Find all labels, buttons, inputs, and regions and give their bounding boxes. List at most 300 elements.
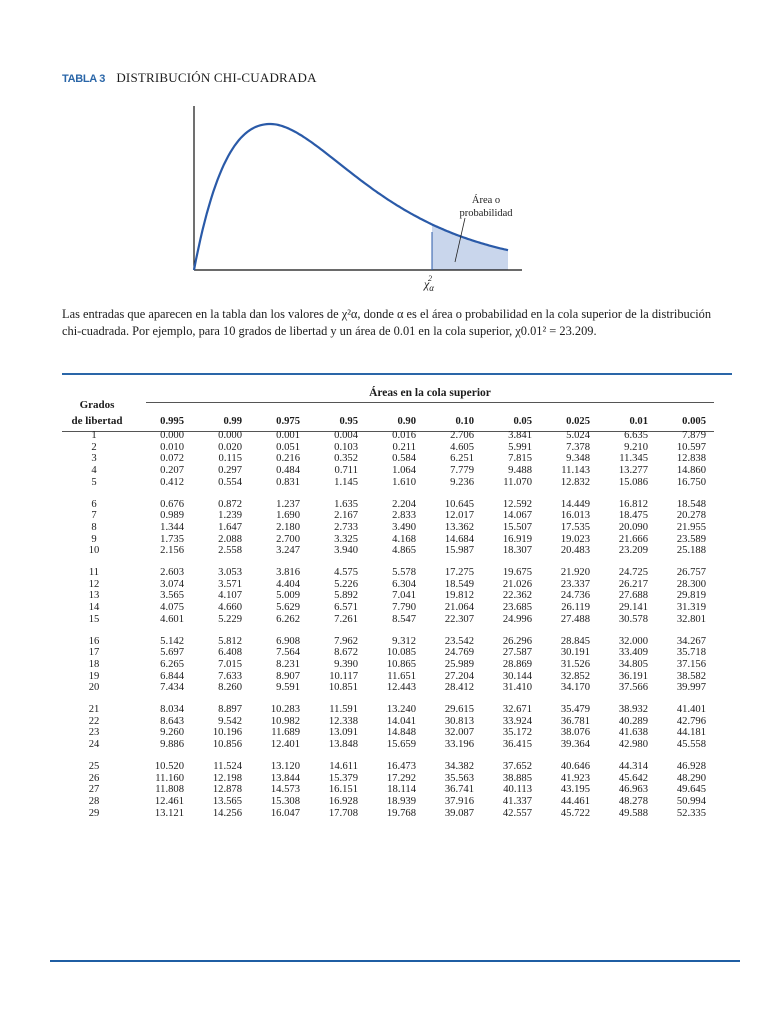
value-cell: 9.312 (392, 635, 416, 647)
value-cell: 11.808 (155, 784, 184, 796)
value-cell: 34.382 (444, 760, 474, 772)
value-cell: 2.088 (218, 533, 242, 545)
table-row (62, 567, 706, 579)
value-cell: 16.473 (386, 760, 416, 772)
value-cell: 6.571 (334, 602, 358, 614)
value-cell: 24.769 (444, 647, 474, 659)
value-cell: 36.781 (560, 715, 590, 727)
value-cell: 9.348 (566, 453, 590, 465)
value-cell: 15.987 (444, 545, 474, 557)
value-cell: 7.962 (334, 635, 358, 647)
value-cell: 38.076 (560, 727, 590, 739)
value-cell: 18.114 (387, 784, 416, 796)
value-cell: 18.475 (618, 510, 648, 522)
value-cell: 40.289 (618, 715, 648, 727)
value-cell: 0.103 (334, 441, 358, 453)
value-cell: 21.064 (444, 602, 474, 614)
value-cell: 0.484 (276, 465, 300, 477)
group-spacer (62, 751, 706, 761)
value-cell: 0.010 (160, 441, 184, 453)
value-cell: 5.142 (160, 635, 184, 647)
group-spacer (62, 489, 706, 499)
value-cell: 9.236 (450, 476, 474, 488)
value-cell: 12.838 (676, 453, 706, 465)
group-spacer (62, 626, 706, 636)
value-cell: 2.156 (160, 545, 184, 557)
value-cell: 30.144 (502, 670, 532, 682)
value-cell: 19.812 (444, 590, 474, 602)
table-row (62, 602, 706, 614)
value-cell: 48.290 (676, 772, 706, 784)
value-cell: 16.928 (328, 795, 358, 807)
value-cell: 15.659 (386, 739, 416, 751)
table-row (62, 796, 706, 808)
value-cell: 37.566 (618, 682, 648, 694)
value-cell: 41.401 (676, 704, 706, 716)
value-cell: 26.296 (502, 635, 532, 647)
value-cell: 45.642 (618, 772, 648, 784)
value-cell: 0.872 (218, 498, 242, 510)
df-cell: 12 (88, 578, 100, 590)
value-cell: 42.796 (676, 715, 706, 727)
value-cell: 16.151 (328, 784, 358, 796)
spacer-cell (62, 557, 706, 567)
column-header: 0.95 (339, 415, 358, 427)
value-cell: 32.852 (560, 670, 590, 682)
value-cell: 11.651 (387, 670, 416, 682)
table-row (62, 453, 706, 465)
value-cell: 14.573 (270, 784, 300, 796)
value-cell: 45.558 (676, 739, 706, 751)
value-cell: 11.524 (213, 760, 242, 772)
value-cell: 16.750 (676, 476, 706, 488)
value-cell: 7.779 (450, 465, 474, 477)
value-cell: 12.592 (502, 498, 532, 510)
value-cell: 4.575 (334, 567, 358, 579)
value-cell: 0.711 (334, 465, 358, 477)
value-cell: 30.191 (560, 647, 590, 659)
value-cell: 5.812 (218, 635, 242, 647)
value-cell: 33.409 (618, 647, 648, 659)
value-cell: 27.688 (618, 590, 648, 602)
df-cell: 16 (88, 635, 100, 647)
table-row (62, 510, 706, 522)
value-cell: 23.685 (502, 602, 532, 614)
table-body (62, 430, 706, 819)
value-cell: 29.819 (676, 590, 706, 602)
value-cell: 9.542 (218, 715, 242, 727)
group-spacer (62, 694, 706, 704)
group-spacer (62, 557, 706, 567)
annotation-line2: probabilidad (459, 208, 513, 219)
value-cell: 18.548 (676, 498, 706, 510)
table-row (62, 499, 706, 511)
value-cell: 14.684 (444, 533, 474, 545)
value-cell: 41.638 (618, 727, 648, 739)
value-cell: 5.629 (276, 602, 300, 614)
value-cell: 34.170 (560, 682, 590, 694)
value-cell: 5.991 (508, 441, 532, 453)
df-header-line1: Grados (79, 399, 115, 411)
value-cell: 8.897 (218, 704, 242, 716)
value-cell: 5.697 (160, 647, 184, 659)
df-cell: 13 (88, 590, 100, 602)
value-cell: 1.145 (334, 476, 358, 488)
value-cell: 6.251 (450, 453, 474, 465)
value-cell: 24.736 (560, 590, 590, 602)
value-cell: 13.565 (212, 795, 242, 807)
spacer-cell (62, 626, 706, 636)
value-cell: 11.689 (271, 727, 300, 739)
value-cell: 14.041 (386, 715, 416, 727)
value-cell: 45.722 (560, 807, 590, 819)
value-cell: 4.601 (160, 613, 184, 625)
value-cell: 27.587 (502, 647, 532, 659)
value-cell: 1.735 (160, 533, 184, 545)
areas-header: Áreas en la cola superior (369, 387, 491, 399)
table-row (62, 522, 706, 534)
value-cell: 1.610 (392, 476, 416, 488)
df-cell: 11 (88, 567, 100, 579)
value-cell: 2.204 (392, 498, 416, 510)
value-cell: 49.588 (618, 807, 648, 819)
value-cell: 21.026 (502, 578, 532, 590)
value-cell: 0.115 (218, 453, 242, 465)
value-cell: 29.141 (618, 602, 648, 614)
value-cell: 8.231 (276, 658, 300, 670)
alpha-subscript: α (429, 283, 435, 293)
table-row (62, 727, 706, 739)
value-cell: 32.000 (618, 635, 648, 647)
column-header: 0.10 (455, 415, 474, 427)
value-cell: 8.260 (218, 682, 242, 694)
value-cell: 4.660 (218, 602, 242, 614)
value-cell: 36.741 (444, 784, 474, 796)
value-cell: 5.892 (334, 590, 358, 602)
df-cell: 10 (88, 545, 100, 557)
table-name: DISTRIBUCIÓN CHI-CUADRADA (116, 70, 317, 85)
value-cell: 7.041 (392, 590, 416, 602)
value-cell: 4.075 (160, 602, 184, 614)
value-cell: 4.605 (450, 441, 474, 453)
value-cell: 9.591 (276, 682, 300, 694)
value-cell: 12.338 (328, 715, 358, 727)
df-cell: 29 (88, 807, 100, 819)
value-cell: 37.652 (502, 760, 532, 772)
df-cell: 22 (88, 715, 100, 727)
column-header: 0.01 (629, 415, 648, 427)
value-cell: 6.304 (392, 578, 416, 590)
value-cell: 40.113 (503, 784, 532, 796)
value-cell: 50.994 (676, 795, 706, 807)
value-cell: 2.167 (334, 510, 358, 522)
bottom-rule (50, 960, 740, 962)
value-cell: 14.256 (212, 807, 242, 819)
value-cell: 30.578 (618, 613, 648, 625)
value-cell: 21.955 (676, 521, 706, 533)
value-cell: 15.379 (328, 772, 358, 784)
value-cell: 7.015 (218, 658, 242, 670)
df-cell: 21 (88, 704, 100, 716)
value-cell: 32.671 (502, 704, 532, 716)
spacer-cell (62, 489, 706, 499)
value-cell: 6.844 (160, 670, 184, 682)
df-cell: 2 (91, 441, 97, 453)
table-row (62, 465, 706, 477)
value-cell: 46.963 (618, 784, 648, 796)
table-description: Las entradas que aparecen en la tabla dan los valores de χ²α, donde α es el área o probabilidad en la cola superior de la distribución chi-cuadrada. Por ejemplo, para 10 grados de libertad y un área de 0.01 en la cola superior, χ0.01² = 23.209. (62, 307, 712, 338)
value-cell: 37.916 (444, 795, 474, 807)
value-cell: 4.107 (218, 590, 242, 602)
value-cell: 3.571 (218, 578, 242, 590)
value-cell: 1.344 (160, 521, 184, 533)
df-cell: 27 (88, 784, 100, 796)
value-cell: 3.565 (160, 590, 184, 602)
value-cell: 18.549 (444, 578, 474, 590)
value-cell: 44.181 (676, 727, 706, 739)
df-cell: 6 (91, 498, 97, 510)
table-row (62, 716, 706, 728)
value-cell: 28.300 (676, 578, 706, 590)
value-cell: 10.597 (676, 441, 706, 453)
value-cell: 6.908 (276, 635, 300, 647)
table-row (62, 430, 706, 442)
value-cell: 13.091 (328, 727, 358, 739)
df-header-line2: de libertad (71, 415, 123, 427)
value-cell: 0.676 (160, 498, 184, 510)
value-cell: 40.646 (560, 760, 590, 772)
value-cell: 7.633 (218, 670, 242, 682)
df-cell: 3 (91, 453, 97, 465)
value-cell: 1.647 (218, 521, 242, 533)
value-cell: 3.074 (160, 578, 184, 590)
value-cell: 6.265 (160, 658, 184, 670)
df-cell: 8 (91, 521, 97, 533)
value-cell: 26.119 (561, 602, 590, 614)
value-cell: 2.603 (160, 567, 184, 579)
df-cell: 14 (88, 602, 100, 614)
value-cell: 3.490 (392, 521, 416, 533)
value-cell: 16.047 (270, 807, 300, 819)
value-cell: 39.087 (444, 807, 474, 819)
value-cell: 2.700 (276, 533, 300, 545)
value-cell: 8.034 (160, 704, 184, 716)
value-cell: 12.878 (212, 784, 242, 796)
value-cell: 17.535 (560, 521, 590, 533)
value-cell: 11.070 (503, 476, 532, 488)
df-cell: 26 (88, 772, 100, 784)
value-cell: 33.196 (444, 739, 474, 751)
value-cell: 22.307 (444, 613, 474, 625)
value-cell: 0.412 (160, 476, 184, 488)
value-cell: 35.718 (676, 647, 706, 659)
value-cell: 17.292 (386, 772, 416, 784)
value-cell: 31.526 (560, 658, 590, 670)
value-cell: 44.461 (560, 795, 590, 807)
value-cell: 20.483 (560, 545, 590, 557)
column-header: 0.99 (223, 415, 242, 427)
value-cell: 28.412 (444, 682, 474, 694)
value-cell: 1.239 (218, 510, 242, 522)
value-cell: 25.188 (676, 545, 706, 557)
value-cell: 20.278 (676, 510, 706, 522)
value-cell: 0.000 (218, 430, 242, 441)
value-cell: 32.801 (676, 613, 706, 625)
value-cell: 41.923 (560, 772, 590, 784)
value-cell: 3.816 (276, 567, 300, 579)
value-cell: 41.337 (502, 795, 532, 807)
table-row (62, 590, 706, 602)
value-cell: 6.408 (218, 647, 242, 659)
value-cell: 13.844 (270, 772, 300, 784)
value-cell: 25.989 (444, 658, 474, 670)
value-cell: 24.725 (618, 567, 648, 579)
value-cell: 12.401 (270, 739, 300, 751)
value-cell: 23.542 (444, 635, 474, 647)
value-cell: 28.869 (502, 658, 532, 670)
value-cell: 35.563 (444, 772, 474, 784)
table-row (62, 442, 706, 454)
value-cell: 6.262 (276, 613, 300, 625)
value-cell: 4.404 (276, 578, 300, 590)
value-cell: 3.247 (276, 545, 300, 557)
value-cell: 10.085 (386, 647, 416, 659)
value-cell: 0.216 (276, 453, 300, 465)
value-cell: 3.841 (508, 430, 532, 441)
value-cell: 38.885 (502, 772, 532, 784)
value-cell: 13.120 (270, 760, 300, 772)
value-cell: 0.072 (160, 453, 184, 465)
value-cell: 7.261 (334, 613, 358, 625)
chi-square-figure (0, 0, 768, 300)
value-cell: 13.277 (618, 465, 648, 477)
value-cell: 2.733 (334, 521, 358, 533)
value-cell: 0.001 (276, 430, 300, 441)
value-cell: 1.237 (276, 498, 300, 510)
value-cell: 8.672 (334, 647, 358, 659)
table-row (62, 784, 706, 796)
value-cell: 0.831 (276, 476, 300, 488)
df-cell: 1 (91, 430, 97, 441)
table-row (62, 739, 706, 751)
value-cell: 24.996 (502, 613, 532, 625)
value-cell: 9.886 (160, 739, 184, 751)
value-cell: 12.198 (212, 772, 242, 784)
annotation-line1: Área o (471, 195, 501, 206)
value-cell: 29.615 (444, 704, 474, 716)
value-cell: 7.815 (508, 453, 532, 465)
value-cell: 3.325 (334, 533, 358, 545)
value-cell: 36.415 (502, 739, 532, 751)
value-cell: 27.488 (560, 613, 590, 625)
df-cell: 9 (91, 533, 97, 545)
value-cell: 10.865 (386, 658, 416, 670)
value-cell: 0.020 (218, 441, 242, 453)
value-cell: 36.191 (618, 670, 648, 682)
df-cell: 5 (91, 476, 97, 488)
value-cell: 5.009 (276, 590, 300, 602)
value-cell: 8.547 (392, 613, 416, 625)
value-cell: 10.856 (212, 739, 242, 751)
value-cell: 44.314 (618, 760, 648, 772)
value-cell: 0.352 (334, 453, 358, 465)
value-cell: 21.920 (560, 567, 590, 579)
value-cell: 2.558 (218, 545, 242, 557)
value-cell: 19.768 (386, 807, 416, 819)
value-cell: 16.013 (560, 510, 590, 522)
value-cell: 2.706 (450, 430, 474, 441)
square-superscript: 2 (428, 274, 433, 283)
df-cell: 18 (88, 658, 100, 670)
value-cell: 12.461 (154, 795, 184, 807)
column-header: 0.995 (160, 415, 184, 427)
value-cell: 7.434 (160, 682, 184, 694)
value-cell: 0.584 (392, 453, 416, 465)
column-header: 0.90 (397, 415, 416, 427)
value-cell: 2.833 (392, 510, 416, 522)
value-cell: 10.645 (444, 498, 474, 510)
value-cell: 4.865 (392, 545, 416, 557)
value-cell: 38.932 (618, 704, 648, 716)
value-cell: 28.845 (560, 635, 590, 647)
df-cell: 7 (91, 510, 97, 522)
value-cell: 18.939 (386, 795, 416, 807)
value-cell: 3.940 (334, 545, 358, 557)
value-cell: 5.578 (392, 567, 416, 579)
value-cell: 11.160 (155, 772, 184, 784)
value-cell: 4.168 (392, 533, 416, 545)
table-row (62, 647, 706, 659)
value-cell: 35.479 (560, 704, 590, 716)
value-cell: 10.851 (328, 682, 358, 694)
value-cell: 33.924 (502, 715, 532, 727)
chi-symbol: χ (424, 277, 430, 291)
value-cell: 37.156 (676, 658, 706, 670)
value-cell: 0.554 (218, 476, 242, 488)
column-header: 0.005 (682, 415, 706, 427)
value-cell: 12.443 (386, 682, 416, 694)
value-cell: 22.362 (502, 590, 532, 602)
value-cell: 15.308 (270, 795, 300, 807)
value-cell: 0.000 (160, 430, 184, 441)
value-cell: 11.143 (561, 465, 590, 477)
value-cell: 34.805 (618, 658, 648, 670)
df-cell: 15 (88, 613, 100, 625)
value-cell: 30.813 (444, 715, 474, 727)
df-cell: 25 (88, 760, 100, 772)
df-header-cell (62, 412, 126, 430)
value-cell: 13.121 (154, 807, 184, 819)
value-cell: 9.260 (160, 727, 184, 739)
df-cell: 19 (88, 670, 100, 682)
value-cell: 0.211 (392, 441, 416, 453)
value-cell: 0.051 (276, 441, 300, 453)
value-cell: 48.278 (618, 795, 648, 807)
df-cell: 24 (88, 739, 100, 751)
value-cell: 49.645 (676, 784, 706, 796)
table-row (62, 773, 706, 785)
table-row (62, 614, 706, 626)
value-cell: 34.267 (676, 635, 706, 647)
value-cell: 3.053 (218, 567, 242, 579)
value-cell: 5.226 (334, 578, 358, 590)
table-row (62, 808, 706, 820)
value-cell: 0.004 (334, 430, 358, 441)
value-cell: 26.757 (676, 567, 706, 579)
table-row (62, 534, 706, 546)
df-cell: 20 (88, 682, 100, 694)
value-cell: 9.390 (334, 658, 358, 670)
